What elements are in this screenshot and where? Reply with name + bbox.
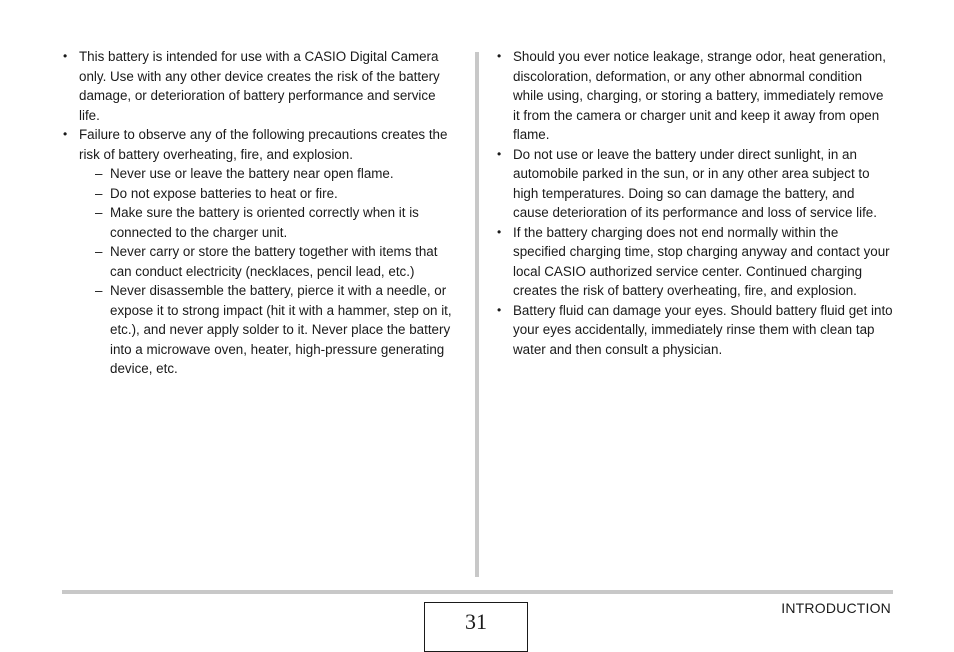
right-column: [497, 47, 893, 359]
sub-item-heat-fire: [79, 184, 457, 204]
precaution-sub-list: [79, 164, 457, 379]
sub-item-text: Do not expose batteries to heat or fire.: [110, 185, 338, 201]
bullet-item-charging-time: [497, 223, 893, 301]
bullet-item-battery-fluid: [497, 301, 893, 360]
bullet-item-precautions: [63, 125, 457, 379]
sub-item-text: Make sure the battery is oriented correctly when it is connected to the charger unit.: [110, 205, 419, 240]
sub-item-orientation: [79, 203, 457, 242]
bullet-item-sunlight: [497, 145, 893, 223]
sub-item-text: Never use or leave the battery near open flame.: [110, 166, 394, 181]
column-divider: [475, 52, 479, 577]
sub-item-disassemble: [79, 281, 457, 379]
section-label: INTRODUCTION: [781, 600, 891, 616]
sub-item-text: Never carry or store the battery together with items that can conduct electricity (necklaces, pencil lead, etc.): [110, 244, 438, 279]
sub-item-conductive-items: [79, 242, 457, 281]
left-column: [63, 47, 457, 379]
sub-item-open-flame: [79, 164, 457, 184]
bullet-text: Battery fluid can damage your eyes. Should battery fluid get into your eyes accidentally, immediately rinse them with clean tap water and then consult a physician.: [513, 302, 893, 357]
bullet-text: Should you ever notice leakage, strange odor, heat generation, discoloration, deformation, or any other abnormal condition while using, charging, or storing a battery, immediately remove it from the camera or charger unit and keep it away from open flame.: [513, 49, 886, 142]
bullet-text: This battery is intended for use with a CASIO Digital Camera only. Use with any other device creates the risk of the battery damage, or deterioration of battery performance and service life.: [79, 49, 440, 123]
bullet-text: If the battery charging does not end normally within the specified charging time, stop charging anyway and contact your local CASIO authorized service center. Continued charging creates the risk of battery overheating, fire, and explosion.: [513, 224, 890, 298]
bullet-text: Do not use or leave the battery under direct sunlight, in an automobile parked in the sun, or in any other area subject to high temperatures. Doing so can damage the battery, and cause deterioration of its performance and loss of service life.: [513, 146, 877, 220]
bullet-text: Failure to observe any of the following precautions creates the risk of battery overheating, fire, and explosion.: [79, 127, 448, 162]
bullet-item-battery-intended-use: [63, 47, 457, 125]
page-number: 31: [424, 602, 528, 652]
footer-divider: [62, 590, 893, 594]
sub-item-text: Never disassemble the battery, pierce it with a needle, or expose it to strong impact (hit it with a hammer, step on it, etc.), and never apply solder to it. Never place the battery into a microwave oven, heater, high-pressure generating device, etc.: [110, 283, 452, 376]
bullet-item-abnormal-condition: [497, 47, 893, 145]
